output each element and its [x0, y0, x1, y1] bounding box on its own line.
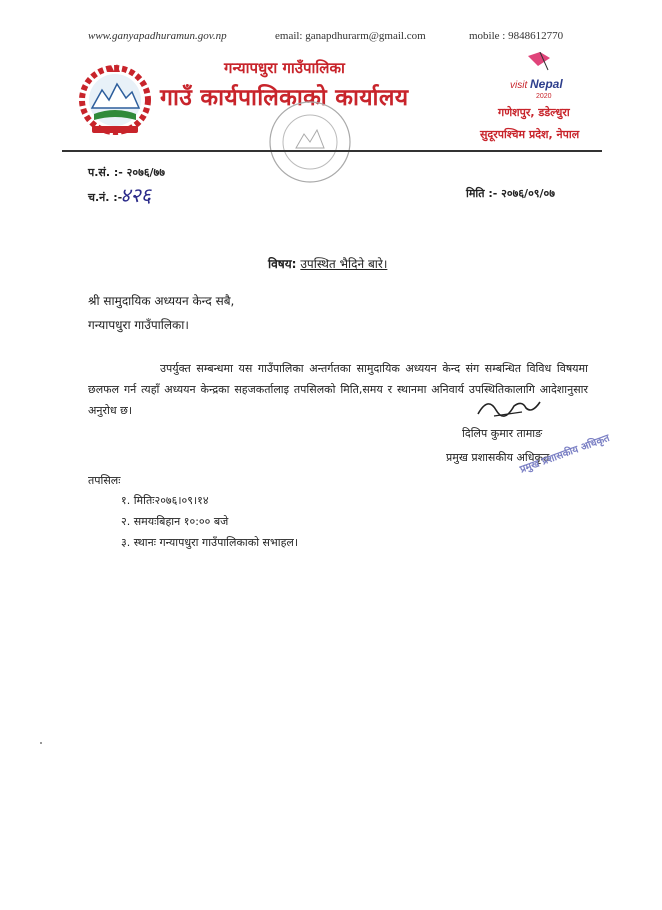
scan-speck: [40, 742, 42, 744]
signatory-name: दिलिप कुमार तामाङ: [462, 427, 543, 440]
municipality-name: गन्यापधुरा गाउँपालिका: [224, 59, 345, 77]
reference-number: प.सं. :- २०७६/७७: [88, 166, 166, 179]
signature: [474, 392, 544, 422]
office-seal: [262, 98, 358, 186]
body-paragraph: उपर्युक्त सम्बन्धमा यस गाउँपालिका अन्तर्गतका सामुदायिक अध्ययन केन्द संग सम्बन्धित विविध विषयमा छलफल गर्न त्यहाँ अध्ययन केन्द्रका सहजकर्तालाइ तपसिलको मिति,समय र स्थानमा अनिवार्य उपस्थितिकालागि आदेशानुसार अनुरोध छ।: [88, 362, 588, 417]
subject-line: [268, 255, 387, 272]
official-stamp: प्रमुख प्रशासकीय अधिकृत: [518, 432, 612, 476]
details-item-venue: ३. स्थानः गन्यापधुरा गाउँपालिकाको सभाहल।: [121, 536, 299, 549]
signatory-title: प्रमुख प्रशासकीय अधिकृत: [446, 451, 550, 464]
svg-text:visit: visit: [510, 80, 528, 91]
subject-label: विषय:: [268, 257, 297, 271]
nepal-emblem-logo: [78, 60, 152, 140]
details-item-date: १. मितिः२०७६।०९।१४: [121, 494, 209, 507]
email-text: email: ganapdhurarm@gmail.com: [275, 30, 426, 42]
svg-text:2020: 2020: [536, 93, 552, 100]
office-name: गाउँ कार्यपालिकाको कार्यालय: [160, 85, 409, 111]
website-text: www.ganyapadhuramun.gov.np: [88, 30, 227, 42]
mobile-text: mobile : 9848612770: [469, 30, 564, 42]
subject-text: उपस्थित भैदिने बारे।: [300, 257, 388, 271]
dispatch-number-handwritten: ४२६: [120, 183, 152, 207]
addressee-line-2: गन्यापधुरा गाउँपालिका।: [88, 318, 189, 332]
letter-date: मिति :- २०७६/०९/०७: [466, 187, 555, 200]
dispatch-number-label: च.नं. :-: [88, 191, 123, 204]
header-divider: [62, 150, 602, 152]
svg-text:Nepal: Nepal: [530, 77, 563, 91]
details-item-time: २. समयःबिहान १०:०० बजे: [121, 515, 229, 528]
visit-nepal-logo: [506, 52, 576, 100]
address-line-1: गणेशपुर, डडेल्धुरा: [498, 106, 570, 119]
addressee-line-1: श्री सामुदायिक अध्ययन केन्द सबै,: [88, 294, 235, 308]
address-line-2: सुदूरपश्चिम प्रदेश, नेपाल: [480, 128, 580, 141]
details-heading: तपसिलः: [88, 474, 121, 487]
